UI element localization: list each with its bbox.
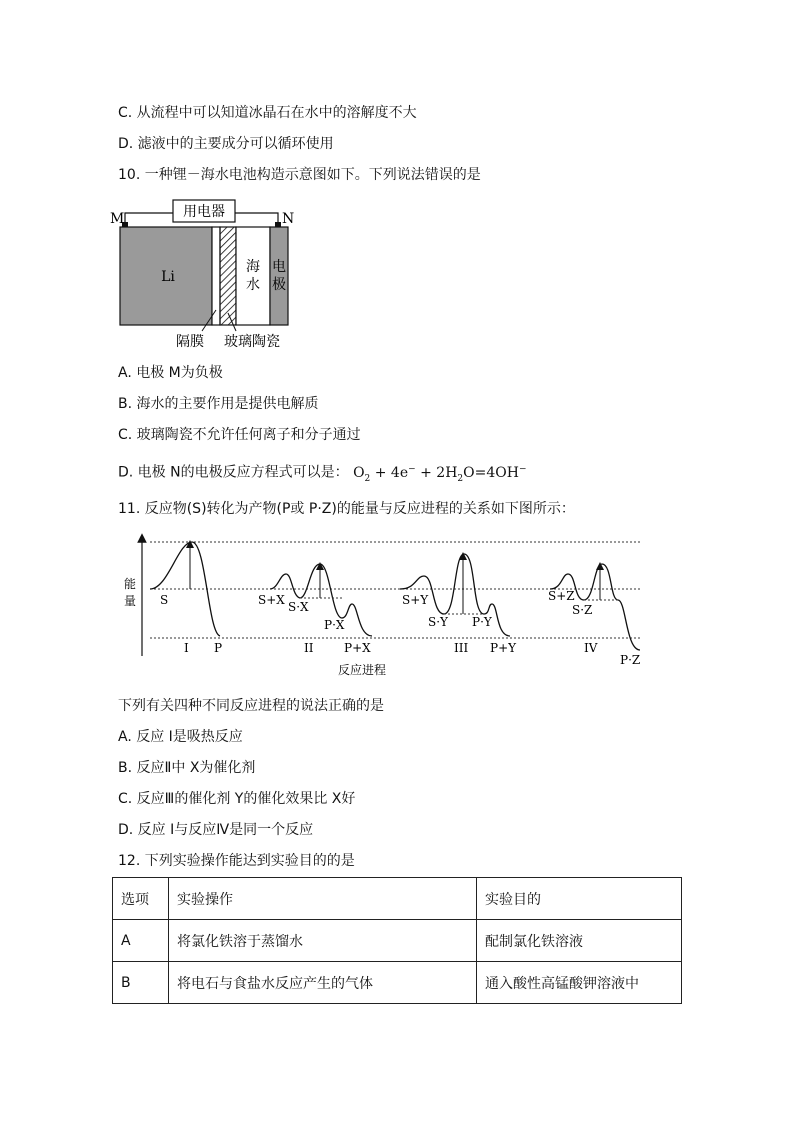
table-header-row [113, 878, 682, 920]
table-row [113, 962, 682, 1004]
terminal-m-label: M [110, 211, 125, 227]
svg-text:S·X: S·X [288, 600, 309, 614]
curve-reaction-1 [150, 542, 220, 636]
cathode-electrode [270, 227, 288, 325]
q10-option-a: A. 电极 M为负极 [118, 365, 223, 381]
svg-text:S: S [160, 593, 169, 607]
y-label-2: 量 [124, 594, 137, 608]
table-cell: 将电石与食盐水反应产生的气体 [169, 962, 477, 1004]
wire [125, 213, 173, 225]
svg-text:P+Y: P+Y [490, 641, 517, 655]
energy-diagram [110, 528, 650, 678]
seawater [236, 227, 270, 325]
electrode-label-1: 电 [272, 259, 286, 275]
svg-text:S+Z: S+Z [548, 589, 575, 603]
curve-reaction-4 [550, 564, 640, 650]
table-header: 实验目的 [477, 878, 682, 920]
q12-table [112, 877, 682, 1004]
svg-text:P·Y: P·Y [472, 615, 492, 629]
device-label: 用电器 [183, 204, 225, 220]
table-header: 实验操作 [169, 878, 477, 920]
q11-option-c: C. 反应Ⅲ的催化剂 Y的催化效果比 X好 [118, 791, 356, 807]
svg-text:II: II [304, 641, 314, 655]
q9-option-d: D. 滤液中的主要成分可以循环使用 [118, 136, 334, 152]
wire-right [235, 213, 278, 225]
q12-stem: 12. 下列实验操作能达到实验目的的是 [118, 853, 355, 869]
q11-lead: 下列有关四种不同反应进程的说法正确的是 [118, 698, 384, 714]
glass-ceramic [220, 227, 236, 325]
q11-stem: 11. 反应物(S)转化为产物(P或 P·Z)的能量与反应进程的关系如下图所示： [118, 501, 575, 517]
svg-text:IV: IV [584, 641, 598, 655]
svg-text:P·Z: P·Z [620, 653, 641, 667]
q11-option-a: A. 反应 I是吸热反应 [118, 729, 243, 745]
q11-option-b: B. 反应Ⅱ中 X为催化剂 [118, 760, 256, 776]
q11-option-d: D. 反应 I与反应Ⅳ是同一个反应 [118, 822, 314, 838]
table-cell: 配制氯化铁溶液 [477, 920, 682, 962]
svg-text:S+X: S+X [258, 593, 285, 607]
battery-diagram [110, 195, 310, 355]
svg-text:P: P [214, 641, 223, 655]
terminal-n [275, 222, 281, 227]
q10-option-d-text: D. 电极 N的电极反应方程式可以是： [118, 464, 349, 481]
lithium-label: Li [161, 269, 175, 285]
svg-text:III: III [454, 641, 469, 655]
svg-text:S·Z: S·Z [572, 603, 593, 617]
svg-text:P+X: P+X [344, 641, 371, 655]
table-header: 选项 [113, 878, 169, 920]
ceramic-label: 玻璃陶瓷 [224, 334, 280, 350]
svg-text:S+Y: S+Y [402, 593, 429, 607]
table-cell: 将氯化铁溶于蒸馏水 [169, 920, 477, 962]
q10-stem: 10. 一种锂－海水电池构造示意图如下。下列说法错误的是 [118, 167, 481, 183]
table-cell: 通入酸性高锰酸钾溶液中 [477, 962, 682, 1004]
q10-option-d [118, 460, 527, 487]
electrode-label-2: 极 [272, 277, 286, 293]
q10-option-b: B. 海水的主要作用是提供电解质 [118, 396, 319, 412]
curve-reaction-2 [270, 564, 372, 636]
y-label-1: 能 [124, 577, 137, 591]
svg-text:P·X: P·X [324, 618, 345, 632]
terminal-n-label: N [282, 211, 295, 227]
x-label: 反应进程 [338, 663, 387, 677]
table-row [113, 920, 682, 962]
table-cell: A [113, 920, 169, 962]
svg-text:S·Y: S·Y [428, 615, 448, 629]
table-cell: B [113, 962, 169, 1004]
svg-text:I: I [184, 641, 189, 655]
q10-option-c: C. 玻璃陶瓷不允许任何离子和分子通过 [118, 427, 361, 443]
seawater-label-1: 海 [246, 259, 260, 275]
electrode-equation: $O_2 + 4e^- + 2H_2O=4OH^-$ [353, 464, 527, 484]
q9-option-c: C. 从流程中可以知道冰晶石在水中的溶解度不大 [118, 105, 417, 121]
seawater-label-2: 水 [246, 277, 260, 293]
separator-label: 隔膜 [176, 334, 204, 350]
